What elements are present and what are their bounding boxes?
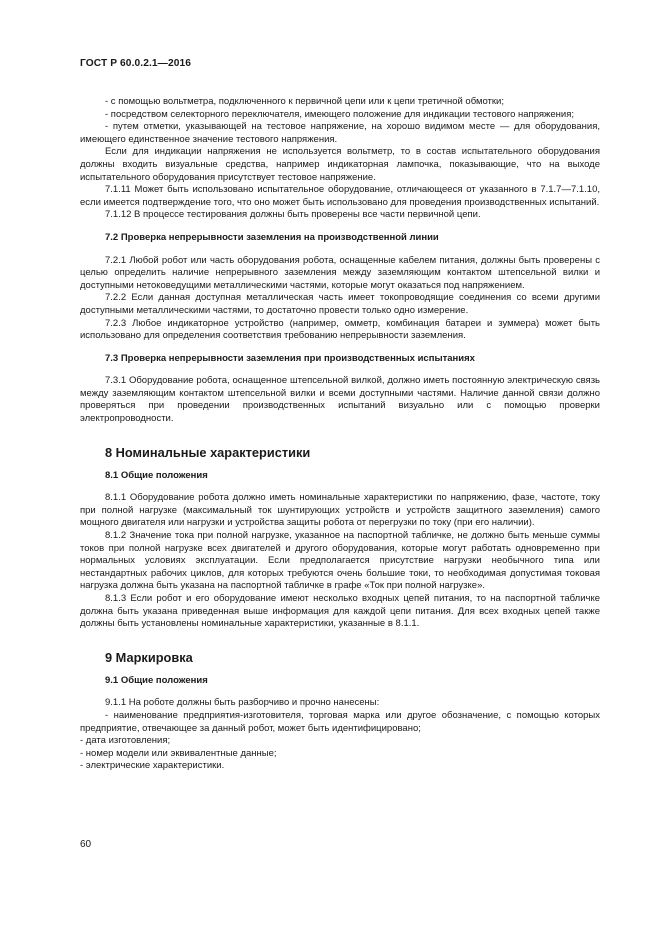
document-header: ГОСТ Р 60.0.2.1—2016 — [80, 58, 192, 69]
subsection-heading-8-1: 8.1 Общие положения — [105, 469, 208, 481]
paragraph: - посредством селекторного переключателя, имеющего положение для индикации тестового напряжения; — [105, 108, 574, 120]
paragraph: 7.3.1 Оборудование робота, оснащенное штепсельной вилкой, должно иметь постоянную электрическую связь между заземляющим контактом штепсельной вилки и всеми доступными частями. Наличие данной связи должно проверяться при проведении производственных испытаний визуально или с помощью проверки электропроводности. — [80, 375, 600, 425]
subsection-heading-9-1: 9.1 Общие положения — [105, 674, 208, 686]
paragraph: Если для индикации напряжения не используется вольтметр, то в состав испытательного оборудования должны входить визуальные средства, например индикаторная лампочка, показывающие, что на выходе испытательного оборудования присутствует тестовое напряжение. — [80, 146, 600, 183]
document-body — [80, 96, 600, 773]
paragraph: 7.1.11 Может быть использовано испытательное оборудование, отличающееся от указанного в 7.1.7—7.1.10, если имеется подтверждение того, что оно может быть использовано для проведения производственных испытаний. — [80, 184, 600, 208]
list-item: - дата изготовления; — [80, 735, 171, 747]
list-item: - электрические характеристики. — [80, 760, 225, 772]
list-item: - номер модели или эквивалентные данные; — [80, 747, 277, 759]
section-heading-9: 9 Маркировка — [105, 649, 193, 665]
page-number: 60 — [80, 839, 92, 850]
section-heading-8: 8 Номинальные характеристики — [105, 444, 311, 460]
paragraph: - наименование предприятия-изготовителя, торговая марка или другое обозначение, с помощью которых предприятие, отвечающее за данный робот, может быть идентифицировано; — [80, 709, 600, 734]
paragraph: 8.1.2 Значение тока при полной нагрузке, указанное на паспортной табличке, не должно быть меньше суммы токов при полной нагрузке всех двигателей и другого оборудования, которые могут работать одновременно при нормальных условиях эксплуатации. Если предполагается присутствие нагрузки необычного типа или нестандартных рабочих циклов, для которых требуются очень большие токи, то необходимая допустимая токовая нагрузка должна быть указана на паспортной табличке в графе «Ток при полной нагрузке». — [80, 530, 600, 592]
subsection-heading-7-2: 7.2 Проверка непрерывности заземления на производственной линии — [105, 231, 439, 243]
subsection-heading-7-3: 7.3 Проверка непрерывности заземления при производственных испытаниях — [105, 352, 475, 364]
paragraph: 7.2.3 Любое индикаторное устройство (например, омметр, комбинация батареи и зуммера) может быть использовано для определения соответствия требованию непрерывности заземления. — [80, 317, 600, 342]
paragraph: 8.1.3 Если робот и его оборудование имеют несколько входных цепей питания, то на паспортной табличке должна быть указана приведенная выше информация для каждой цепи питания. Для всех входных цепей также должны быть установлены номинальные характеристики, указанные в 8.1.1. — [80, 593, 600, 630]
paragraph: 8.1.1 Оборудование робота должно иметь номинальные характеристики по напряжению, фазе, частоте, току при полной нагрузке (максимальный ток шунтирующих устройств и устройств защитного заземления) самого мощного двигателя или нагрузки и устройства защиты робота от перегрузки по току (при его наличии). — [80, 492, 600, 529]
paragraph: - с помощью вольтметра, подключенного к первичной цепи или к цепи третичной обмотки; — [105, 96, 505, 107]
paragraph: 7.2.2 Если данная доступная металлическая часть имеет токопроводящие соединения со всеми другими доступными металлическими частями, то достаточно провести только одно измерение. — [80, 292, 600, 316]
paragraph: 7.1.12 В процессе тестирования должны быть проверены все части первичной цепи. — [105, 209, 481, 221]
paragraph: 7.2.1 Любой робот или часть оборудования робота, оснащенные кабелем питания, должны быть проверены с целью определить наличие непрерывного заземления между заземляющим контактом штепсельной вилки и доступными нетоковедущими металлическими частями, которые могут оказаться под напряжением. — [80, 254, 600, 291]
paragraph: 9.1.1 На роботе должны быть разборчиво и прочно нанесены: — [105, 697, 380, 709]
paragraph: - путем отметки, указывающей на тестовое напряжение, на хорошо видимом месте — для оборудования, имеющего единственное значение тестового напряжения. — [80, 121, 600, 145]
